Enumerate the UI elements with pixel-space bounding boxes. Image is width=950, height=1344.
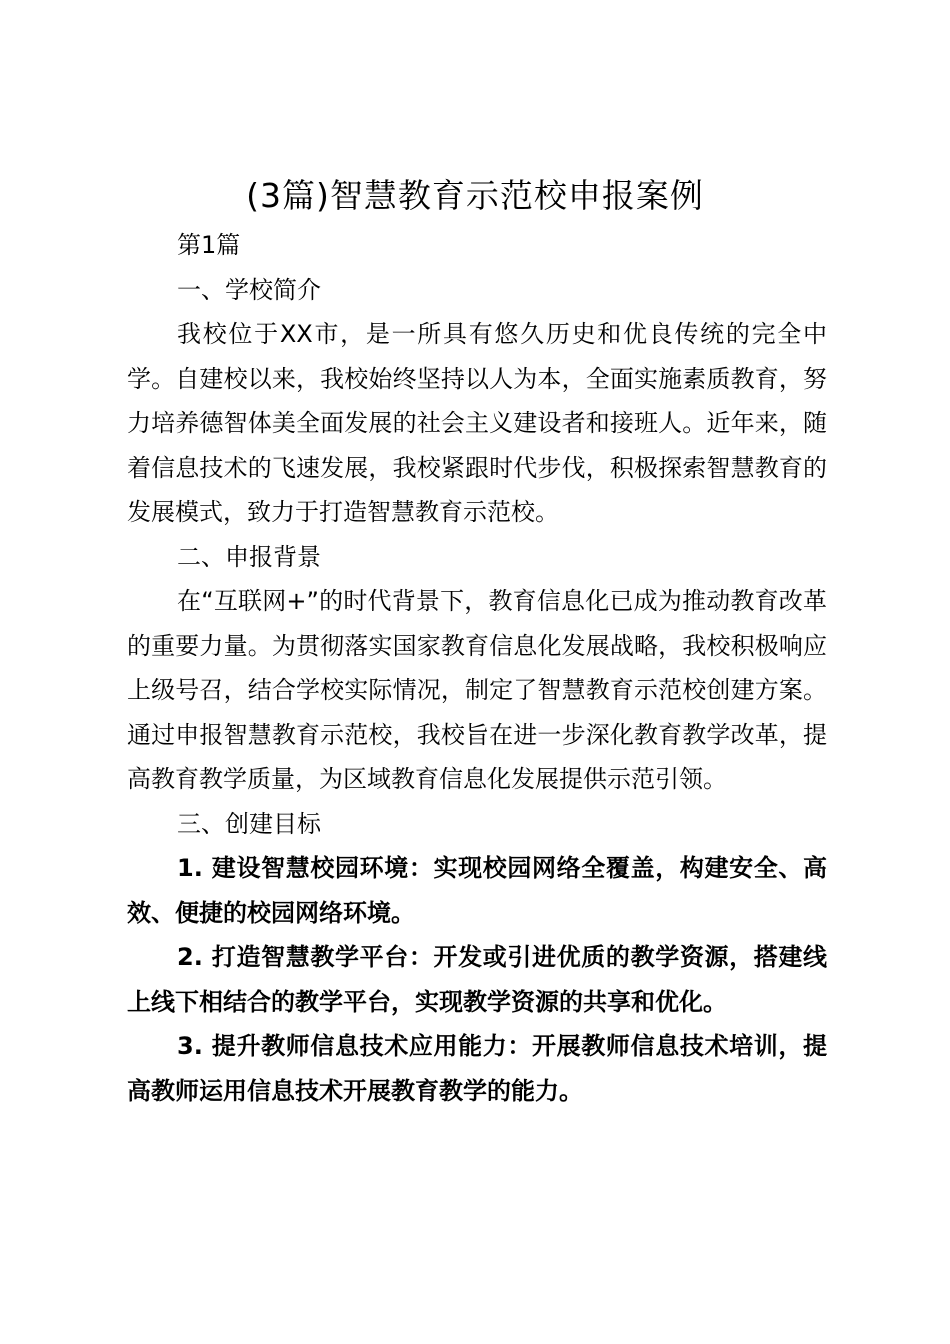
section-heading-school-intro: 一、学校简介	[177, 275, 321, 304]
goal-item-3: 3. 提升教师信息技术应用能力：开展教师信息技术培训，提高教师运用信息技术开展教育教学的能力。	[127, 1032, 827, 1105]
paragraph-background: 在“互联网+”的时代背景下，教育信息化已成为推动教育改革的重要力量。为贯彻落实国家教育信息化发展战略，我校积极响应上级号召，结合学校实际情况，制定了智慧教育示范校创建方案。通过申报智慧教育示范校，我校旨在进一步深化教育教学改革，提高教育教学质量，为区域教育信息化发展提供示范引领。	[127, 587, 827, 793]
section-heading-goals: 三、创建目标	[177, 809, 321, 838]
goal-item-1: 1. 建设智慧校园环境：实现校园网络全覆盖，构建安全、高效、便捷的校园网络环境。	[127, 854, 827, 927]
paragraph-school-intro: 我校位于XX市，是一所具有悠久历史和优良传统的完全中学。自建校以来，我校始终坚持以人为本，全面实施素质教育，努力培养德智体美全面发展的社会主义建设者和接班人。近年来，随着信息技术的飞速发展，我校紧跟时代步伐，积极探索智慧教育的发展模式，致力于打造智慧教育示范校。	[127, 320, 827, 526]
document-title: (3篇)智慧教育示范校申报案例	[246, 176, 704, 215]
section-heading-background: 二、申报背景	[177, 542, 321, 571]
document-body	[127, 223, 827, 1113]
goal-item-2: 2. 打造智慧教学平台：开发或引进优质的教学资源，搭建线上线下相结合的教学平台，实现教学资源的共享和优化。	[127, 943, 827, 1016]
part-label: 第1篇	[177, 231, 241, 259]
